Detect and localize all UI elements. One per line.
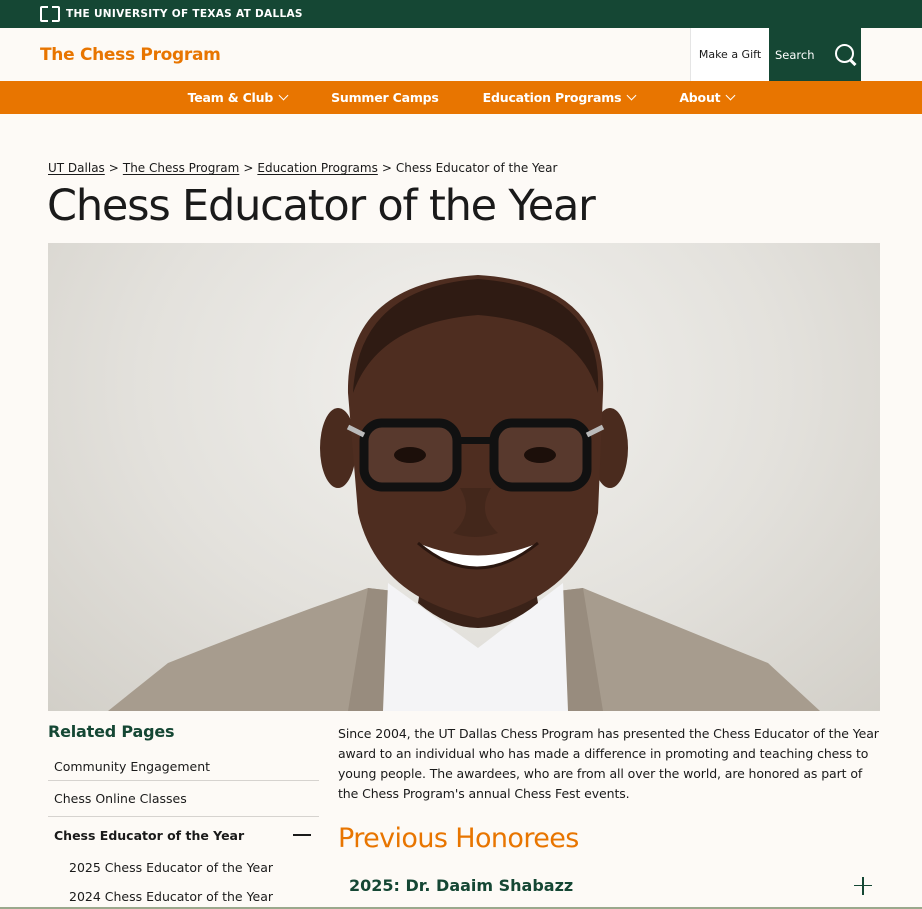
nav-label: Team & Club [187,90,274,105]
accordion-title: 2025: Dr. Daaim Shabazz [349,876,574,895]
chevron-down-icon [726,90,736,100]
nav-education-programs[interactable] [461,90,658,105]
nav-label: Summer Camps [331,90,439,105]
university-name[interactable]: THE UNIVERSITY OF TEXAS AT DALLAS [66,8,303,20]
breadcrumb-education-programs[interactable]: Education Programs [257,161,378,175]
search-label: Search [775,47,815,62]
sidebar-item-label: Chess Educator of the Year [54,827,245,843]
breadcrumb-separator: > [108,161,119,175]
nav-label: Education Programs [482,90,622,105]
portrait-illustration [48,243,880,711]
breadcrumb-separator: > [243,161,254,175]
search-icon [835,44,857,66]
breadcrumb-current: Chess Educator of the Year [395,161,558,175]
main-content [338,724,883,895]
breadcrumb-chess-program[interactable]: The Chess Program [122,161,240,175]
breadcrumb-separator: > [381,161,392,175]
nav-summer-camps[interactable] [309,90,461,105]
chevron-down-icon [279,90,289,100]
collapse-minus-icon[interactable] [293,834,311,836]
page-title: Chess Educator of the Year [47,181,595,231]
sidebar-subitem-2025[interactable]: 2025 Chess Educator of the Year [69,860,274,875]
header-actions [690,28,861,81]
honoree-portrait [48,243,880,711]
utd-logo-icon[interactable] [40,6,60,22]
sidebar-item-chess-online-classes[interactable]: Chess Online Classes [48,781,319,817]
breadcrumb-utdallas[interactable]: UT Dallas [48,161,105,175]
previous-honorees-heading: Previous Honorees [338,823,579,854]
intro-paragraph: Since 2004, the UT Dallas Chess Program has presented the Chess Educator of the Year award to an individual who has made a difference in promoting and teaching chess to young people. The awardees, who are from all over the world, are honored as part of the Chess Program's annual Chess Fest events. [338,726,879,801]
related-pages-heading: Related Pages [48,722,175,741]
nav-about[interactable] [657,90,756,105]
search-button[interactable] [769,28,861,81]
main-nav [0,81,922,114]
nav-label: About [679,90,721,105]
sidebar-subitem-2024[interactable]: 2024 Chess Educator of the Year [69,889,274,904]
expand-plus-icon[interactable] [854,877,872,895]
site-header [0,28,922,81]
sidebar-item-chess-educator[interactable] [48,817,319,853]
site-title[interactable]: The Chess Program [40,44,221,65]
nav-team-club[interactable] [166,90,310,105]
sidebar-item-community-engagement[interactable]: Community Engagement [48,753,319,781]
make-a-gift-button[interactable]: Make a Gift [690,28,769,81]
related-pages-sidebar [48,722,319,909]
utd-top-bar [0,0,922,28]
accordion-item-2025[interactable] [338,876,883,895]
breadcrumb [48,161,557,175]
chevron-down-icon [627,90,637,100]
